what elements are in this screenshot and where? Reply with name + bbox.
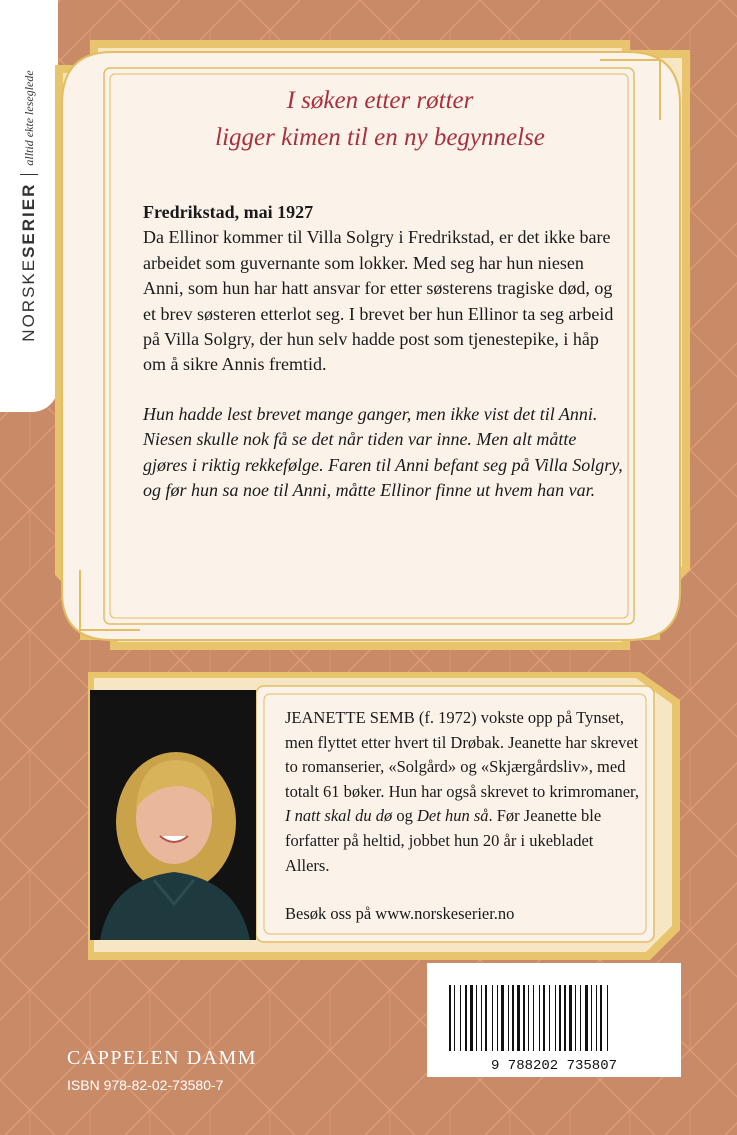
barcode-bar xyxy=(591,985,592,1051)
barcode-bar xyxy=(449,985,451,1051)
isbn: ISBN 978-82-02-73580-7 xyxy=(67,1077,224,1093)
barcode-bar xyxy=(607,985,608,1051)
barcode-bar xyxy=(517,985,520,1051)
publisher-logo: CAPPELEN DAMM xyxy=(67,1047,258,1069)
barcode-bar xyxy=(501,985,504,1051)
author-bio-text: JEANETTE SEMB (f. 1972) vokste opp på Tynset, men flyttet etter hvert til Drøbak. Jeanette har skrevet to romanserier, «Solgård» og «Skjærgårdsliv», med totalt 61 bøker. Hun har også skrevet to krimromaner, I natt skal du dø og Det hun så. Før Jeanette ble forfatter på heltid, jobbet hun 20 år i ukebladet Allers. xyxy=(285,708,640,875)
barcode-bar xyxy=(596,985,597,1051)
description-body: Da Ellinor kommer til Villa Solgry i Fredrikstad, er det ikke bare arbeidet som guvernante som lokker. Med seg har hun niesen Anni, som hun har hatt ansvar for etter søsterens tragiske død, og et brev søsteren etterlot seg. I brevet ber hun Ellinor ta seg arbeid på Villa Solgry, der hun selv hadde post som tjenestepike, i håp om å sikre Annis fremtid. xyxy=(143,227,614,375)
barcode-number: 9 788202 735807 xyxy=(490,1058,618,1074)
barcode-bar xyxy=(470,985,473,1051)
barcode-bar xyxy=(523,985,525,1051)
barcode-bar xyxy=(559,985,561,1051)
book-title-1: I natt skal du dø xyxy=(285,806,393,826)
author-photo xyxy=(90,690,256,940)
barcode-bar xyxy=(485,985,487,1051)
tagline-line-1: I søken etter røtter xyxy=(286,87,474,114)
barcode-box xyxy=(427,963,681,1077)
website-link[interactable]: Besøk oss på www.norskeserier.no xyxy=(285,904,515,924)
barcode-bar xyxy=(454,985,455,1051)
description-excerpt: Hun hadde lest brevet mange ganger, men ikke vist det til Anni. Niesen skulle nok få se det når tiden var inne. Men alt måtte gjøres i riktig rekkefølge. Faren til Anni befant seg på Villa Solgry, og før hun sa noe til Anni, måtte Ellinor finne ut hvem han var. xyxy=(143,403,623,501)
barcode-bar xyxy=(476,985,477,1051)
barcode-bar xyxy=(481,985,482,1051)
barcode-bar xyxy=(549,985,550,1051)
barcode-bar xyxy=(580,985,581,1051)
barcode-bar xyxy=(585,985,588,1051)
book-title-2: Det hun så xyxy=(417,806,489,826)
barcode-bar xyxy=(460,985,461,1051)
barcode-bar xyxy=(600,985,602,1051)
author-bio xyxy=(285,706,640,927)
barcode-bar xyxy=(533,985,534,1051)
barcode-bar xyxy=(555,985,556,1051)
description-heading: Fredrikstad, mai 1927 xyxy=(143,202,314,222)
barcode-bar xyxy=(528,985,529,1051)
barcode-bar xyxy=(492,985,493,1051)
barcode-bars xyxy=(449,985,608,1051)
barcode-bar xyxy=(497,985,498,1051)
barcode-bar xyxy=(508,985,509,1051)
barcode-bar xyxy=(569,985,572,1051)
brand-name-bold: SERIER xyxy=(19,182,38,258)
barcode-bar xyxy=(539,985,540,1051)
barcode-bar xyxy=(512,985,514,1051)
barcode-bar xyxy=(543,985,545,1051)
tagline-line-2: ligger kimen til en ny begynnelse xyxy=(215,124,545,151)
brand-slogan: alltid ekte leseglede xyxy=(21,70,36,166)
barcode-bar xyxy=(564,985,566,1051)
barcode-bar xyxy=(465,985,467,1051)
brand-name-light: NORSKE xyxy=(19,257,38,342)
barcode-bar xyxy=(575,985,576,1051)
barcode xyxy=(427,963,681,1077)
